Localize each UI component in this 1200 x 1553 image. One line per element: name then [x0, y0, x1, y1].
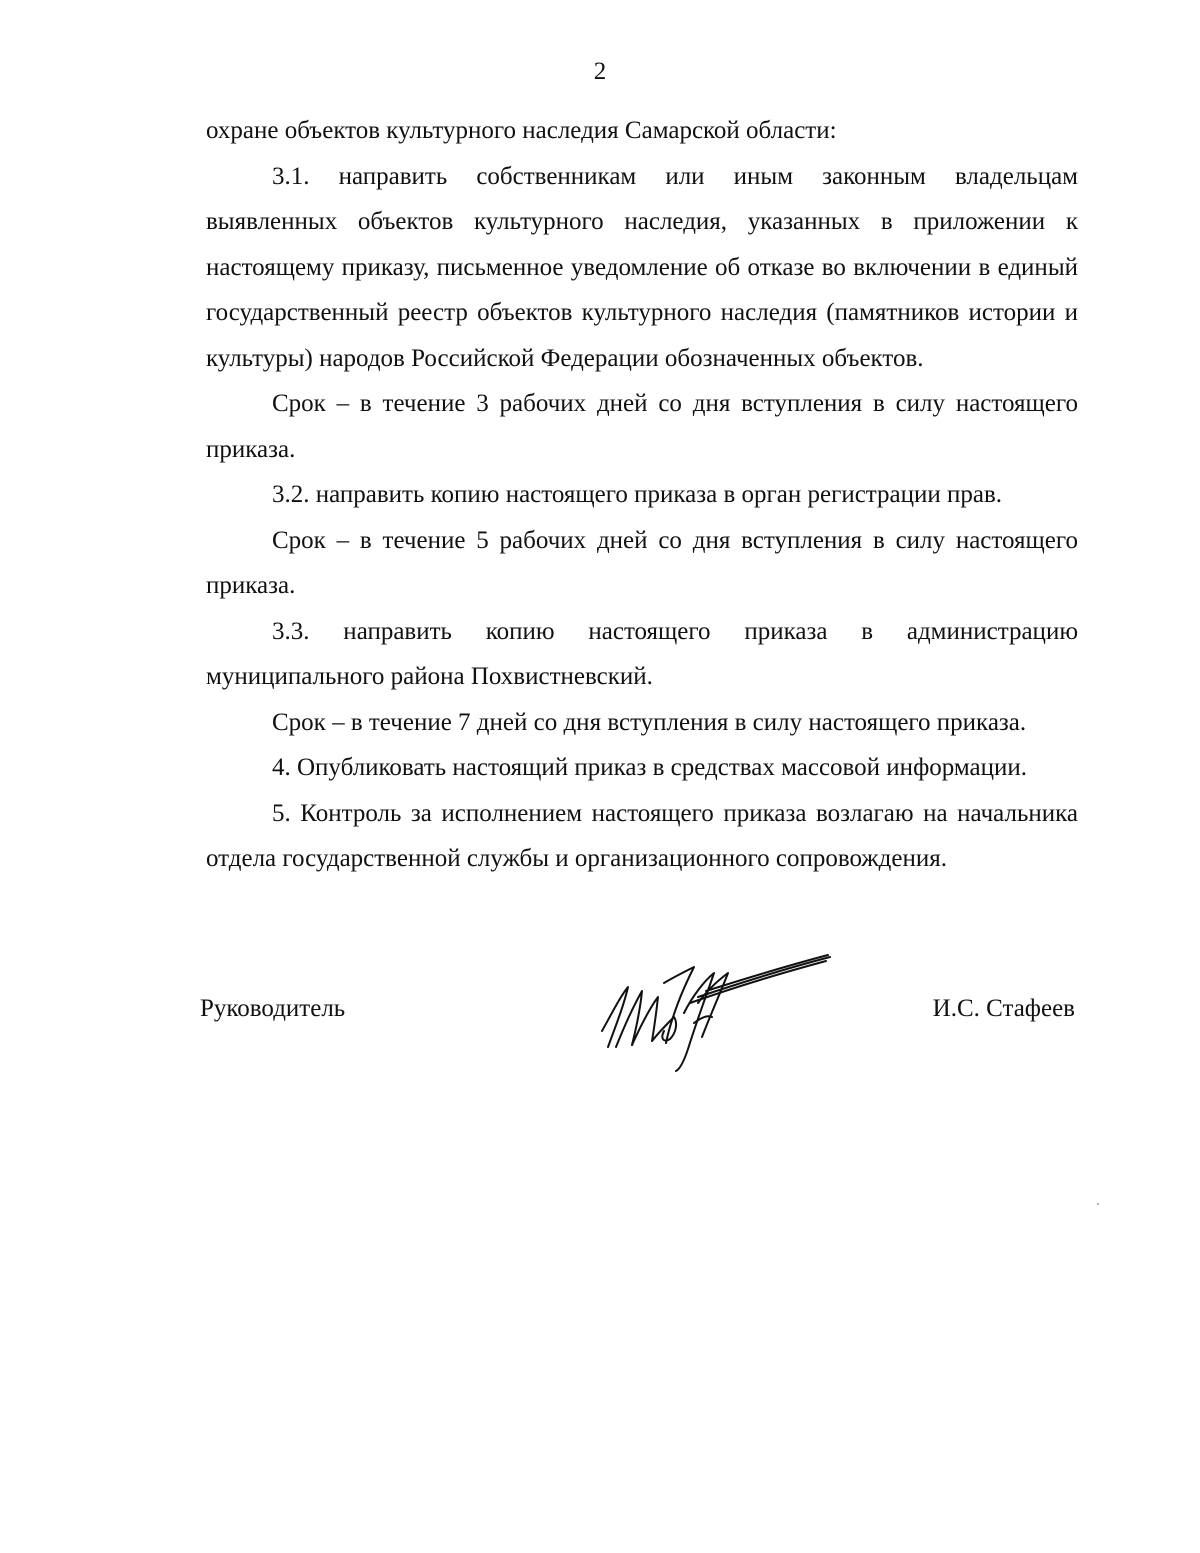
handwritten-signature-icon: [594, 953, 834, 1073]
paragraph-item-3-2: 3.2. направить копию настоящего приказа в орган регистрации прав.: [272, 481, 1003, 508]
signature-block: [200, 995, 1075, 1085]
paragraph-continuation: охране объектов культурного наследия Самарской области:: [206, 117, 837, 144]
paragraph-item-5: 5. Контроль за исполнением настоящего приказа возлагаю на начальника отдела государственной службы и организационного сопровождения.: [206, 799, 1078, 872]
signer-name: И.С. Стафеев: [932, 995, 1075, 1022]
page-number: 2: [593, 58, 607, 85]
paragraph-deadline-3-1: Срок – в течение 3 рабочих дней со дня вступления в силу настоящего приказа.: [206, 390, 1078, 463]
document-body: [206, 108, 1078, 882]
signer-title: Руководитель: [200, 995, 346, 1022]
paragraph-deadline-3-3: Срок – в течение 7 дней со дня вступления в силу настоящего приказа.: [272, 708, 1027, 736]
scan-speck: [1097, 1203, 1099, 1205]
paragraph-item-3-3: 3.3. направить копию настоящего приказа в администрацию муниципального района Похвистневский.: [206, 617, 1078, 690]
paragraph-item-4: 4. Опубликовать настоящий приказ в средствах массовой информации.: [272, 754, 1028, 781]
paragraph-deadline-3-2: Срок – в течение 5 рабочих дней со дня вступления в силу настоящего приказа.: [206, 526, 1078, 599]
paragraph-item-3-1: 3.1. направить собственникам или иным законным владельцам выявленных объектов культурного наследия, указанных в приложении к настоящему приказу, письменное уведомление об отказе во включении в единый государственный реестр объектов культурного наследия (памятников истории и культуры) народов Российской Федерации обозначенных объектов.: [206, 162, 1078, 372]
